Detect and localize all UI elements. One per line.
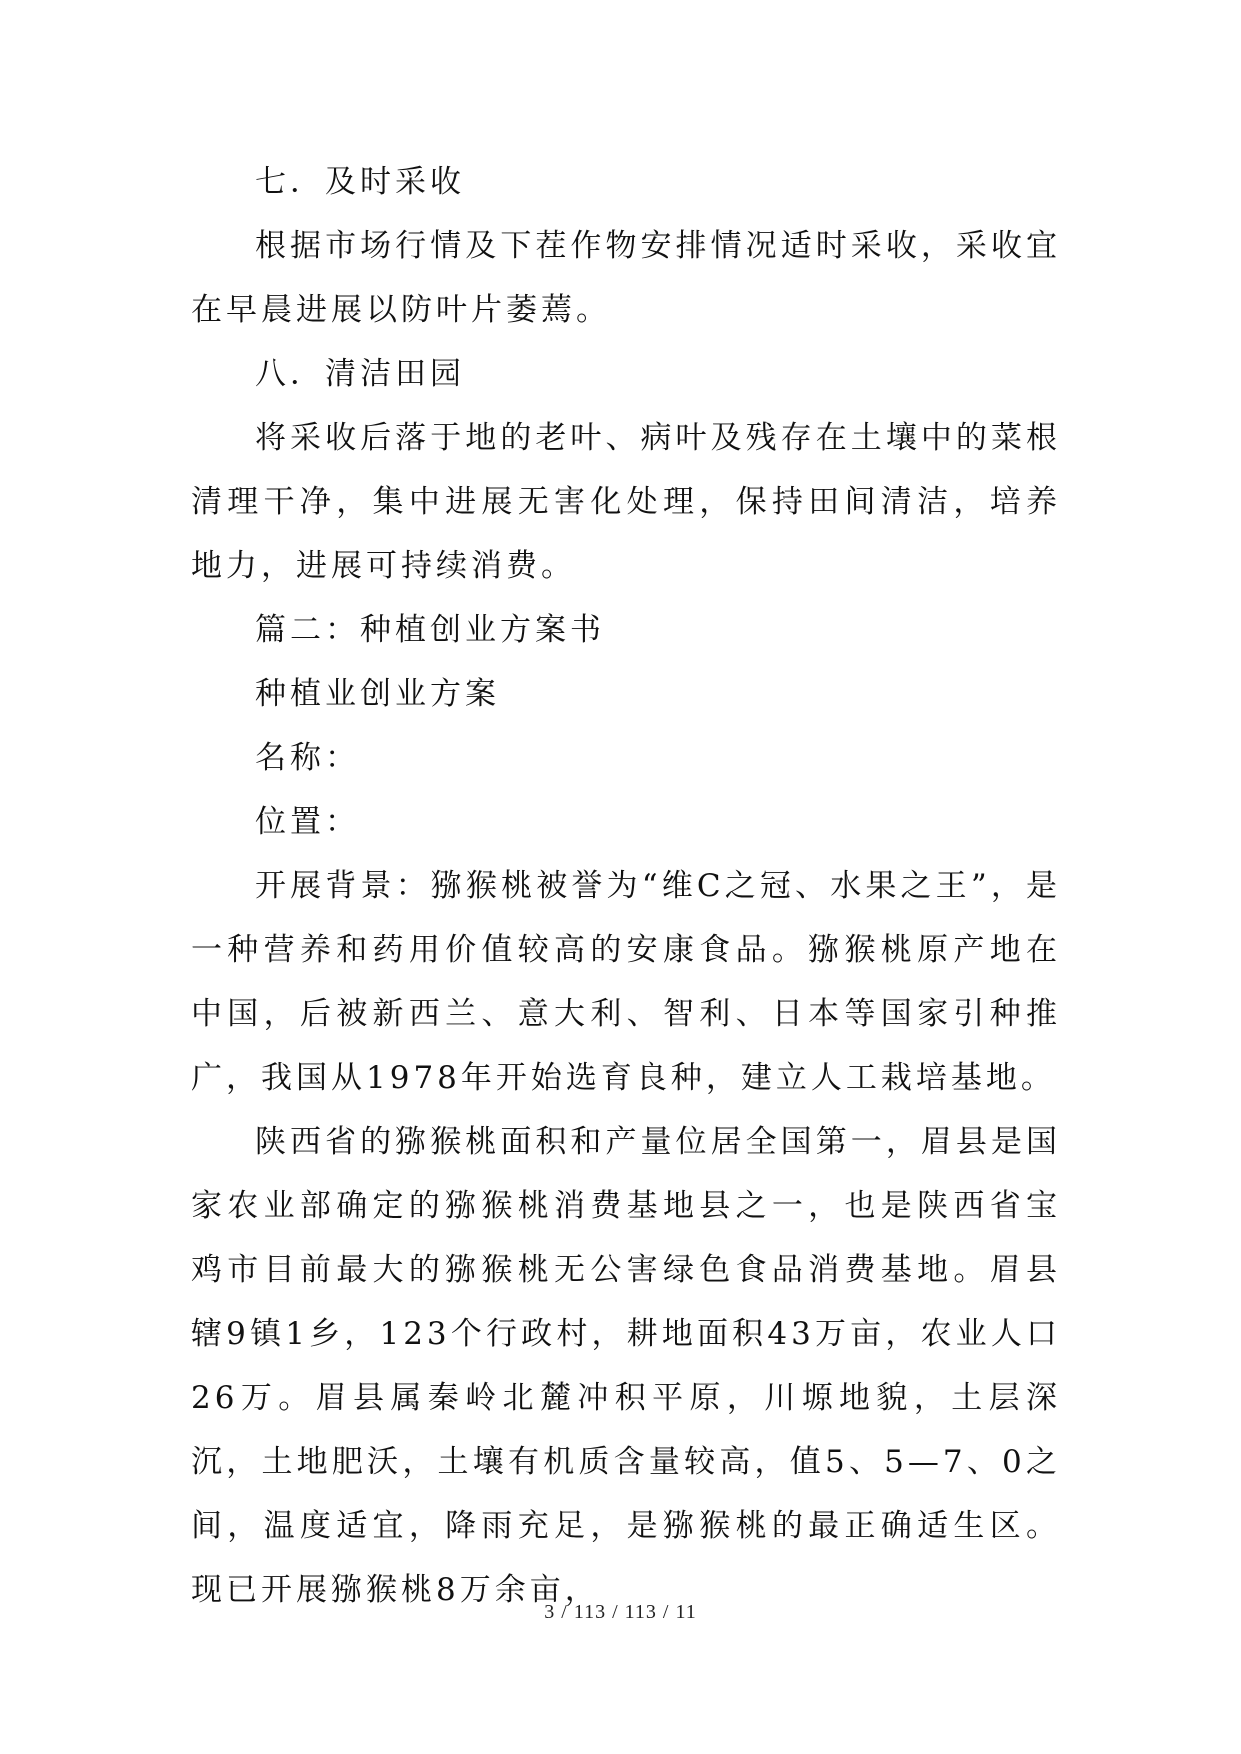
plan-title: 种植业创业方案	[255, 676, 500, 712]
field-location-label: 位置：	[255, 804, 360, 840]
paragraph-meixian: 陕西省的猕猴桃面积和产量位居全国第一，眉县是国家农业部确定的猕猴桃消费基地县之一，也是陕西省宝鸡市目前最大的猕猴桃无公害绿色食品消费基地。眉县辖9镇1乡，123个行政村，耕地面积43万亩，农业人口26万。眉县属秦岭北麓冲积平原，川塬地貌，土层深沉，土地肥沃，土壤有机质含量较高，值5、5—7、0之间，温度适宜，降雨充足，是猕猴桃的最正确适生区。现已开展猕猴桃8万余亩，	[191, 1124, 1061, 1608]
paragraph-background: 开展背景：猕猴桃被誉为“维C之冠、水果之王”，是一种营养和药用价值较高的安康食品。猕猴桃原产地在中国，后被新西兰、意大利、智利、日本等国家引种推广，我国从1978年开始选育良种，建立人工栽培基地。	[191, 868, 1061, 1096]
heading-timely-harvest: 七．及时采收	[255, 164, 465, 200]
body-text	[191, 150, 1061, 1622]
heading-part-two: 篇二：种植创业方案书	[255, 612, 605, 648]
page-number-footer: 3 / 113 / 113 / 11	[544, 1601, 697, 1623]
paragraph-harvest: 根据市场行情及下茬作物安排情况适时采收，采收宜在早晨进展以防叶片萎蔫。	[191, 228, 1061, 328]
heading-clean-field: 八．清洁田园	[255, 356, 465, 392]
field-name-label: 名称：	[255, 740, 360, 776]
paragraph-clean-field: 将采收后落于地的老叶、病叶及残存在土壤中的菜根清理干净，集中进展无害化处理，保持田间清洁，培养地力，进展可持续消费。	[191, 420, 1061, 584]
